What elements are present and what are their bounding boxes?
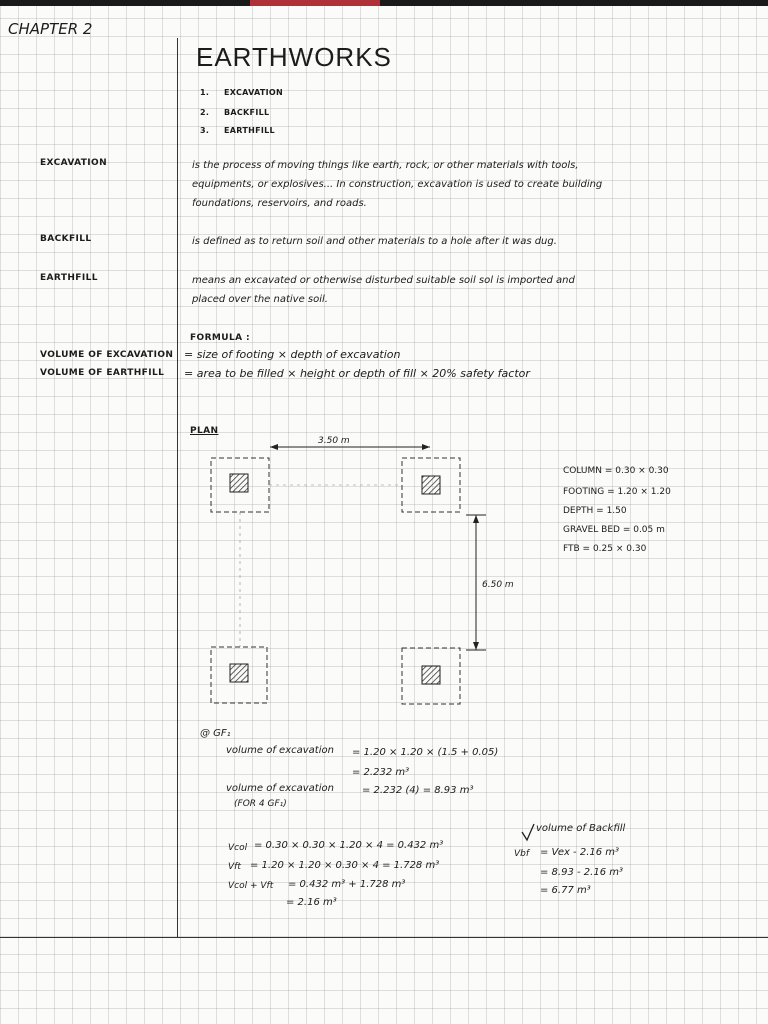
- list-label: EARTHFILL: [224, 126, 275, 135]
- calc-vol-excavation-4-expression: = 2.232 (4) = 8.93 m³: [362, 785, 474, 796]
- formula-heading: FORMULA :: [190, 333, 251, 343]
- spec-gravel-bed: GRAVEL BED = 0.05 m: [563, 525, 665, 535]
- arrowhead: [422, 444, 430, 450]
- calc-vbf-expression-2: = 8.93 - 2.16 m³: [540, 867, 623, 878]
- arrowhead: [473, 515, 479, 523]
- column-hatched: [230, 474, 248, 492]
- calc-vbf-expression-3: = 6.77 m³: [540, 885, 591, 896]
- chapter-heading: CHAPTER 2: [8, 20, 93, 38]
- term-excavation: EXCAVATION: [40, 158, 108, 168]
- arrowhead: [473, 642, 479, 650]
- calc-vsum-result: = 2.16 m³: [286, 897, 337, 908]
- calc-vsum-label: Vcol + Vft: [228, 881, 274, 891]
- calc-vcol-label: Vcol: [228, 843, 248, 853]
- arrowhead: [270, 444, 278, 450]
- column-hatched: [422, 666, 440, 684]
- list-label: BACKFILL: [224, 108, 270, 117]
- spec-depth: DEPTH = 1.50: [563, 506, 627, 516]
- calc-vol-excavation-4-label: volume of excavation: [226, 783, 334, 794]
- calc-backfill-heading: volume of Backfill: [536, 823, 626, 834]
- list-number: 2.: [200, 108, 210, 117]
- spec-footing: FOOTING = 1.20 × 1.20: [563, 487, 671, 497]
- column-hatched: [230, 664, 248, 682]
- formula-earthfill-expression: = area to be filled × height or depth of fill × 20% safety factor: [184, 367, 530, 380]
- term-backfill: BACKFILL: [40, 234, 92, 244]
- definition-excavation-line: foundations, reservoirs, and roads.: [192, 198, 367, 209]
- formula-excavation-label: VOLUME OF EXCAVATION: [40, 350, 174, 360]
- calc-vol-excavation-label: volume of excavation: [226, 745, 334, 756]
- definition-earthfill-line: means an excavated or otherwise disturbed suitable soil sol is imported and: [192, 275, 575, 286]
- definition-excavation-line: equipments, or explosives... In construction, excavation is used to create building: [192, 179, 603, 190]
- spec-column: COLUMN = 0.30 × 0.30: [563, 466, 669, 476]
- dimension-horizontal-label: 3.50 m: [318, 436, 350, 446]
- list-number: 1.: [200, 88, 210, 97]
- calc-vbf-label: Vbf: [514, 849, 530, 859]
- spec-ftb: FTB = 0.25 × 0.30: [563, 544, 647, 554]
- calc-vbf-expression-1: = Vex - 2.16 m³: [540, 847, 620, 858]
- calc-vft-label: Vft: [228, 862, 241, 872]
- definition-excavation-line: is the process of moving things like earth, rock, or other materials with tools,: [192, 160, 579, 171]
- definition-backfill-line: is defined as to return soil and other materials to a hole after it was dug.: [192, 236, 557, 247]
- calc-vol-excavation-expression: = 1.20 × 1.20 × (1.5 + 0.05): [352, 747, 499, 758]
- formula-earthfill-label: VOLUME OF EARTHFILL: [40, 368, 165, 378]
- dimension-vertical-label: 6.50 m: [482, 580, 514, 590]
- calc-vol-excavation-4-note: (FOR 4 GF₁): [234, 799, 287, 809]
- check-mark: [522, 824, 534, 840]
- list-label: EXCAVATION: [224, 88, 284, 97]
- calc-vol-excavation-result: = 2.232 m³: [352, 767, 410, 778]
- calc-vft-expression: = 1.20 × 1.20 × 0.30 × 4 = 1.728 m³: [250, 860, 440, 871]
- page-title: EARTHWORKS: [196, 42, 392, 72]
- list-number: 3.: [200, 126, 210, 135]
- calc-vcol-expression: = 0.30 × 0.30 × 1.20 × 4 = 0.432 m³: [254, 840, 444, 851]
- formula-excavation-expression: = size of footing × depth of excavation: [184, 348, 401, 361]
- definition-earthfill-line: placed over the native soil.: [192, 294, 328, 305]
- term-earthfill: EARTHFILL: [40, 273, 98, 283]
- calc-vsum-expression: = 0.432 m³ + 1.728 m³: [288, 879, 406, 890]
- plan-heading: PLAN: [190, 426, 219, 436]
- column-hatched: [422, 476, 440, 494]
- calc-marker: @ GF₁: [200, 728, 231, 739]
